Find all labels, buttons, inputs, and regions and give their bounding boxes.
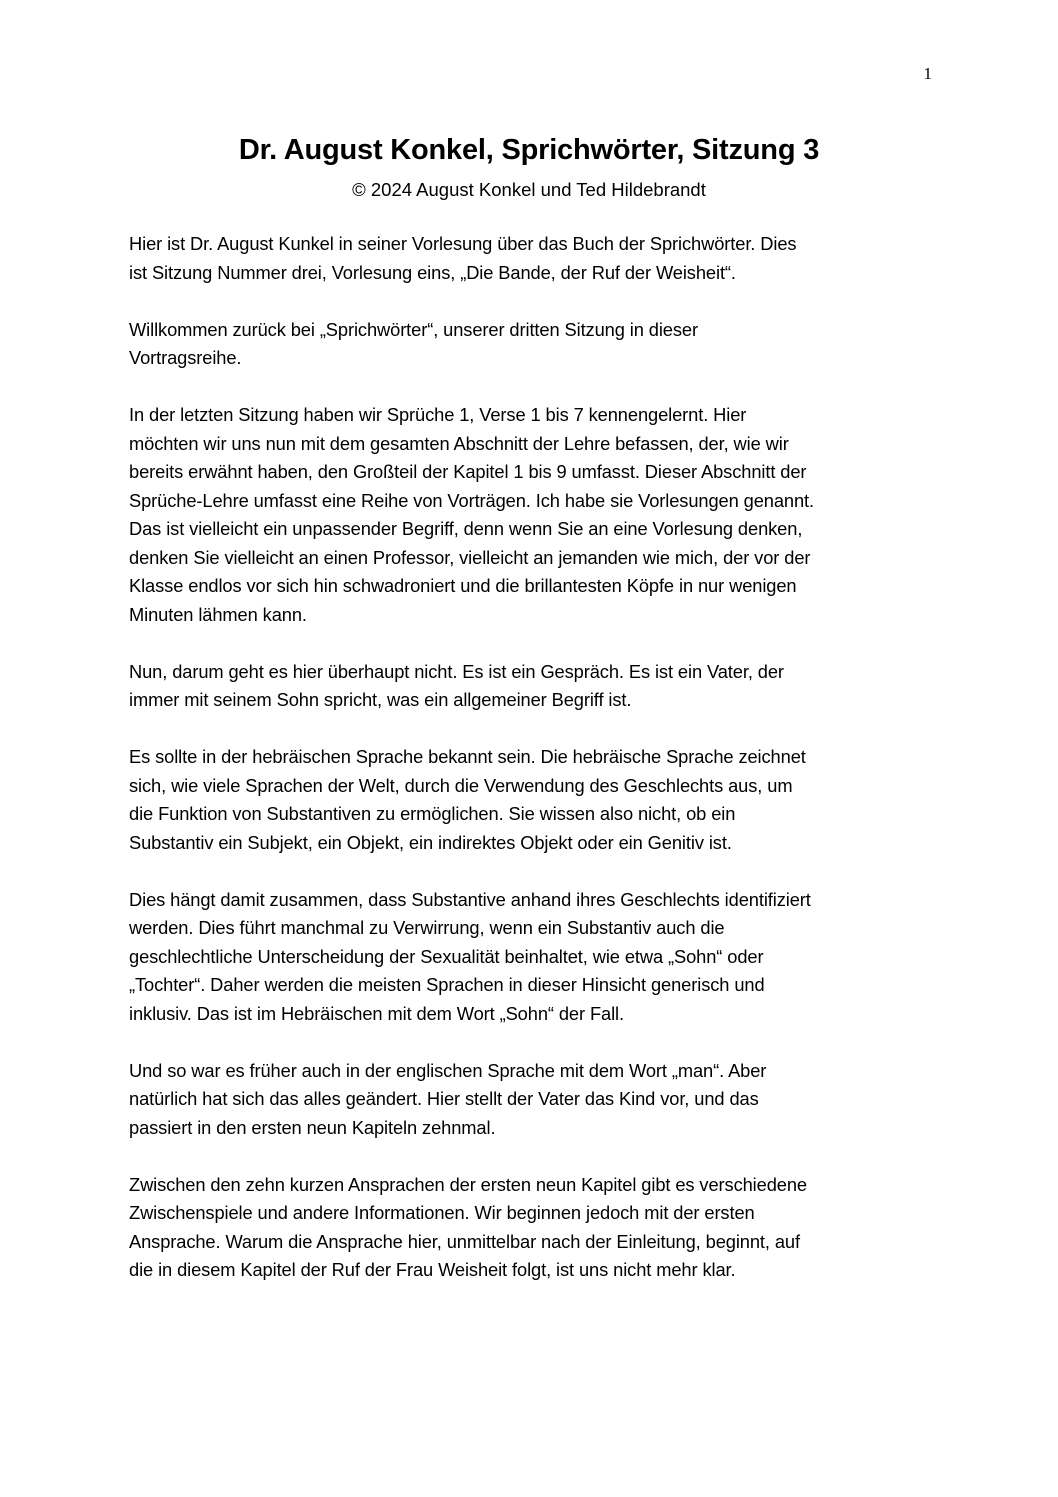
paragraph-6: Dies hängt damit zusammen, dass Substantive anhand ihres Geschlechts identifiziert werden. Dies führt manchmal zu Verwirrung, wenn ein Substantiv auch die geschlechtliche Unterscheidung der Sexualität beinhaltet, wie etwa „Sohn“ oder „Tochter“. Daher werden die meisten Sprachen in dieser Hinsicht generisch und inklusiv. Das ist im Hebräischen mit dem Wort „Sohn“ der Fall. (129, 888, 811, 1024)
document-body (129, 230, 935, 1313)
paragraph-5: Es sollte in der hebräischen Sprache bekannt sein. Die hebräische Sprache zeichnet sich, wie viele Sprachen der Welt, durch die Verwendung des Geschlechts aus, um die Funktion von Substantiven zu ermöglichen. Sie wissen also nicht, ob ein Substantiv ein Subjekt, ein Objekt, ein indirektes Objekt oder ein Genitiv ist. (129, 746, 806, 853)
page-number: 1 (923, 64, 932, 83)
copyright-line: © 2024 August Konkel und Ted Hildebrandt (352, 179, 706, 200)
document-title: Dr. August Konkel, Sprichwörter, Sitzung 3 (238, 134, 820, 166)
paragraph-8: Zwischen den zehn kurzen Ansprachen der ersten neun Kapitel gibt es verschiedene Zwischenspiele und andere Informationen. Wir beginnen jedoch mit der ersten Ansprache. Warum die Ansprache hier, unmittelbar nach der Einleitung, beginnt, auf die in diesem Kapitel der Ruf der Frau Weisheit folgt, ist uns nicht mehr klar. (129, 1173, 807, 1280)
paragraph-1: Hier ist Dr. August Kunkel in seiner Vorlesung über das Buch der Sprichwörter. Dies ist Sitzung Nummer drei, Vorlesung eins, „Die Bande, der Ruf der Weisheit“. (129, 233, 797, 283)
paragraph-4: Nun, darum geht es hier überhaupt nicht. Es ist ein Gespräch. Es ist ein Vater, der immer mit seinem Sohn spricht, was ein allgemeiner Begriff ist. (129, 660, 784, 710)
paragraph-2: Willkommen zurück bei „Sprichwörter“, unserer dritten Sitzung in dieser Vortragsreihe. (129, 318, 698, 368)
paragraph-3: In der letzten Sitzung haben wir Sprüche 1, Verse 1 bis 7 kennengelernt. Hier möchten wir uns nun mit dem gesamten Abschnitt der Lehre befassen, der, wie wir bereits erwähnt haben, den Großteil der Kapitel 1 bis 9 umfasst. Dieser Abschnitt der Sprüche-Lehre umfasst eine Reihe von Vorträgen. Ich habe sie Vorlesungen genannt. Das ist vielleicht ein unpassender Begriff, denn wenn Sie an eine Vorlesung denken, denken Sie vielleicht an einen Professor, vielleicht an jemanden wie mich, der vor der Klasse endlos vor sich hin schwadroniert und die brillantesten Köpfe in nur wenigen Minuten lähmen kann. (129, 404, 815, 625)
paragraph-7: Und so war es früher auch in der englischen Sprache mit dem Wort „man“. Aber natürlich hat sich das alles geändert. Hier stellt der Vater das Kind vor, und das passiert in den ersten neun Kapiteln zehnmal. (129, 1059, 767, 1138)
